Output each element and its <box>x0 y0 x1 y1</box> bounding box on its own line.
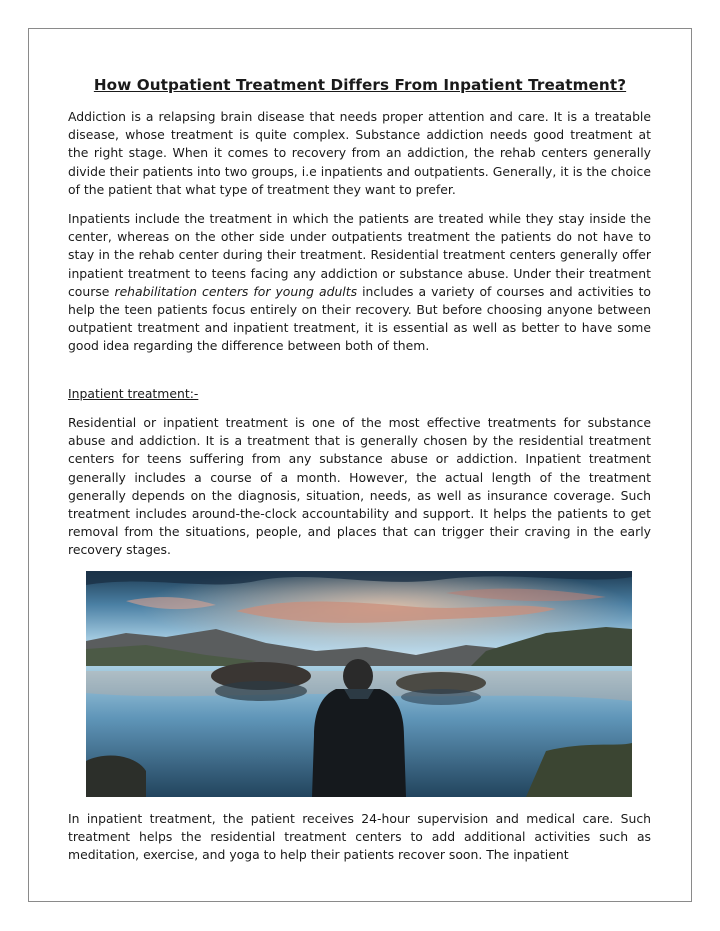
paragraph-inpatient-supervision: In inpatient treatment, the patient receives 24-hour supervision and medical care. Such treatment helps the residential treatment centers to add additional activities such as meditation, exercise, and yoga to help their patients recover soon. The inpatient <box>68 811 651 863</box>
page-title: How Outpatient Treatment Differs From Inpatient Treatment? <box>93 76 627 94</box>
paragraph-text: Inpatients include the treatment in which the patients are treated while they stay inside the center, whereas on the other side under outpatients treatment the patients do not have to stay in the rehab center during their treatment. Residential treatment centers generally offer inpatient treatment to teens facing any addiction or substance abuse. Under their treatment course <box>68 211 651 299</box>
paragraph-inpatients-outpatients <box>68 210 651 356</box>
italic-phrase-rehab-centers: rehabilitation centers for young adults <box>114 283 358 299</box>
paragraph-text: includes a variety of courses and activities to help the teen patients focus entirely on their recovery. But before choosing anyone between outpatient treatment and inpatient treatment, it is essential as well as better to have some good idea regarding the difference between both of them. <box>68 283 652 354</box>
lake-landscape-photo <box>86 571 632 797</box>
paragraph-intro: Addiction is a relapsing brain disease that needs proper attention and care. It is a treatable disease, whose treatment is quite complex. Substance addiction needs good treatment at the right stage. When it comes to recovery from an addiction, the rehab centers generally divide their patients into two groups, i.e inpatients and outpatients. Generally, it is the choice of the patient that what type of treatment they want to prefer. <box>68 109 651 197</box>
subheading-inpatient-treatment: Inpatient treatment:- <box>68 386 199 401</box>
paragraph-inpatient-description: Residential or inpatient treatment is one of the most effective treatments for substance abuse and addiction. It is a treatment that is generally chosen by the residential treatment centers for teens suffering from any substance abuse or addiction. Inpatient treatment generally includes a course of a month. However, the actual length of the treatment generally depends on the diagnosis, situation, needs, as well as insurance coverage. Such treatment includes around-the-clock accountability and support. It helps the patients to get removal from the situations, people, and places that can trigger their craving in the early recovery stages. <box>68 415 651 558</box>
